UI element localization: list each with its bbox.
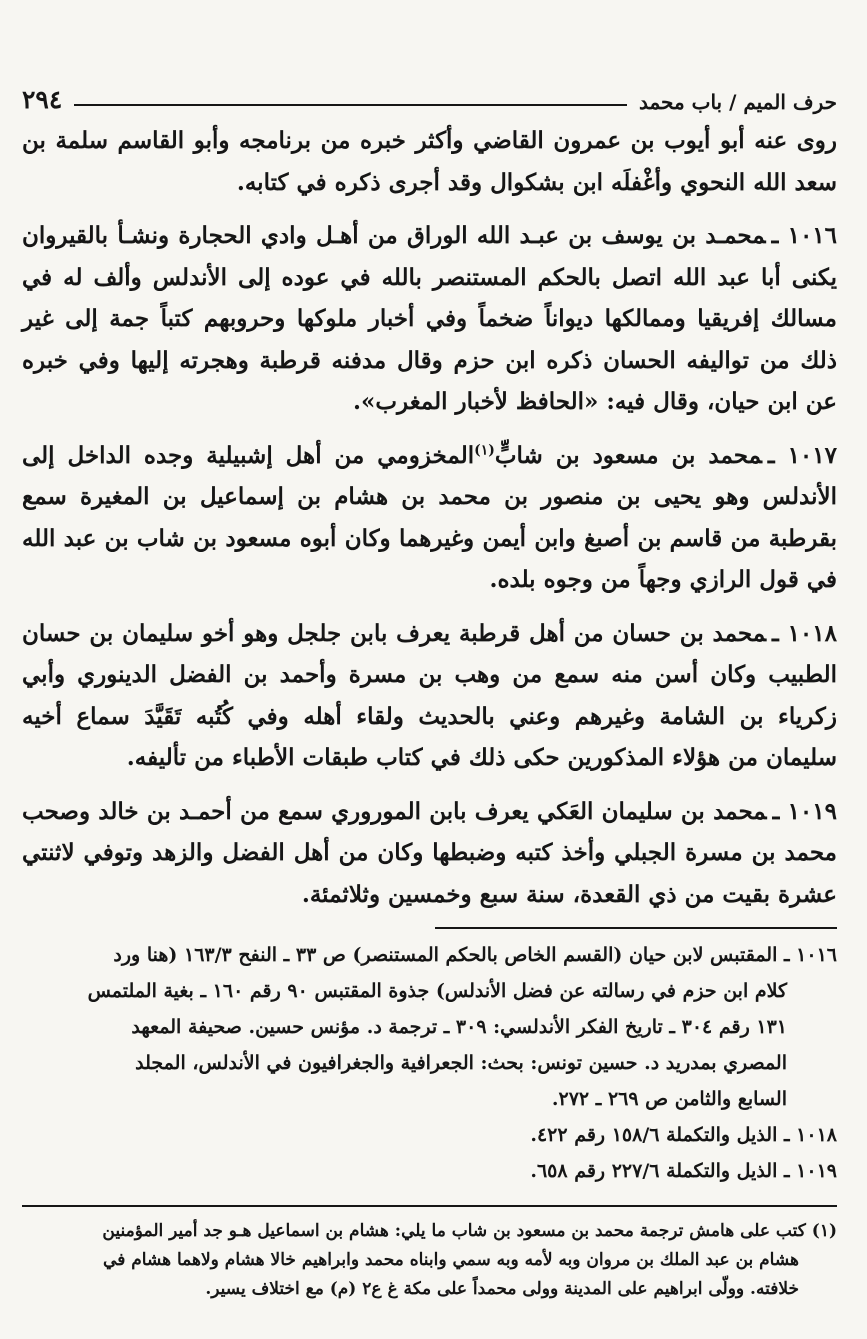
reference-notes [22,937,837,1189]
entry-number: ١٠١٩ ـ [772,797,837,825]
entry-continuation: روى عنه أبو أيوب بن عمرون القاضي وأكثر خبره من برنامجه وأبو القاسم سلمة بن سعد الله النحوي وأغْفلَه ابن بشكوال وقد أجرى ذكره في كتابه. [22,127,837,196]
note-1016-line: ١٠١٦ ـ المقتبس لابن حيان (القسم الخاص بالحكم المستنصر) ص ٣٣ ـ النفح ١٦٣/٣ (هنا ورد [113,944,837,966]
entry-1016: ١٠١٦ ـمحمـد بن يوسف بن عبـد الله الوراق من أهـل وادي الحجارة ونشـأ بالقيروان يكنى أبا عبد الله اتصل بالحكم المستنصر بالله في عوده إلى الأندلس وألف له في مسالك إفريقيا وممالكها ديواناً ضخماً وفي أخبار ملوكها وحروبهم كتباً جمة إلى غير ذلك من تواليفه الحسان ذكره ابن حزم وقال مدفنه قرطبة وهجرته إليها وفي خبره عن ابن حيان، وقال فيه: «الحافظ لأخبار المغرب». [22,222,838,415]
running-title: حرف الميم / باب محمد [638,90,837,114]
note-1016-line: ١٣١ رقم ٣٠٤ ـ تاريخ الفكر الأندلسي: ٣٠٩ ـ ترجمة د. مؤنس حسين. صحيفة المعهد [131,1016,787,1038]
note-1016-line: كلام ابن حزم في رسالته عن فضل الأندلس) جذوة المقتبس ٩٠ رقم ١٦٠ ـ بغية الملتمس [87,980,787,1002]
notes-rule [435,927,837,929]
footnote-rule [22,1205,837,1207]
note-1016-line: المصري بمدريد د. حسين تونس: بحث: الجعرافية والجغرافيون في الأندلس، المجلد [135,1052,787,1074]
note-1016-line: السابع والثامن ص ٢٦٩ ـ ٢٧٢. [551,1088,787,1110]
entry-number: ١٠١٨ ـ [772,619,837,647]
main-text [22,120,837,915]
page-number: ٢٩٤ [22,85,63,114]
footnote-marker: (١) [474,441,495,458]
entry-1019: ١٠١٩ ـمحمد بن سليمان العَكي يعرف بابن الموروري سمع من أحمـد بن خالد وصحب محمد بن مسرة الجبلي وأخذ كتبه وضبطها وكان من أهل الفضل والزهد وتوفي لاثنتي عشرة بقيت من ذي القعدة، سنة سبع وخمسين وثلاثمئة. [22,797,837,908]
footnote-line: خلافته. وولّى ابراهيم على المدينة وولى محمداً على مكة غ ع٢ (م) مع اختلاف يسير. [205,1279,799,1299]
note-1018: ١٠١٨ ـ الذيل والتكملة ١٥٨/٦ رقم ٤٢٢. [530,1124,837,1146]
entry-1017: ١٠١٧ ـمحمد بن مسعود بن شابٍّ$^{(١)}$المخزومي من أهل إشبيلية وجده الداخل إلى الأندلس وهو يحيى بن منصور بن محمد بن هشام بن إسماعيل بن المغيرة سمع بقرطبة من قاسم بن أصبغ وابن أيمن وغيرهما وكان أبوه مسعود بن شاب بن عبد الله في قول الرازي وجهاً من وجوه بلده. [22,441,837,593]
header-rule [74,104,627,106]
entry-number: ١٠١٦ ـ [771,222,838,249]
page-header [22,84,837,114]
margin-footnote [22,1217,837,1304]
entry-number: ١٠١٧ ـ [767,441,837,469]
footnote-line: (١) كتب على هامش ترجمة محمد بن مسعود بن شاب ما يلي: هشام بن اسماعيل هـو جد أمير المؤمنين [102,1221,837,1241]
entry-1018: ١٠١٨ ـمحمد بن حسان من أهل قرطبة يعرف بابن جلجل وهو أخو سليمان بن حسان الطبيب وكان أسن منه سمع من وهب بن مسرة وأحمد بن الفضل الدينوري وأبي زكرياء بن الشامة وغيرهم وعني بالحديث ولقاء أهله وفي كُتُبه تَقَيَّدَ سماع أخيه سليمان من هؤلاء المذكورين حكى ذلك في كتاب طبقات الأطباء من تأليفه. [22,619,837,771]
footnote-line: هشام بن عبد الملك بن مروان وبه لأمه وبه سمي وابناه محمد وابراهيم خالا هشام ولاهما هشام في [103,1250,799,1270]
note-1019: ١٠١٩ ـ الذيل والتكملة ٢٢٧/٦ رقم ٦٥٨. [530,1160,837,1182]
